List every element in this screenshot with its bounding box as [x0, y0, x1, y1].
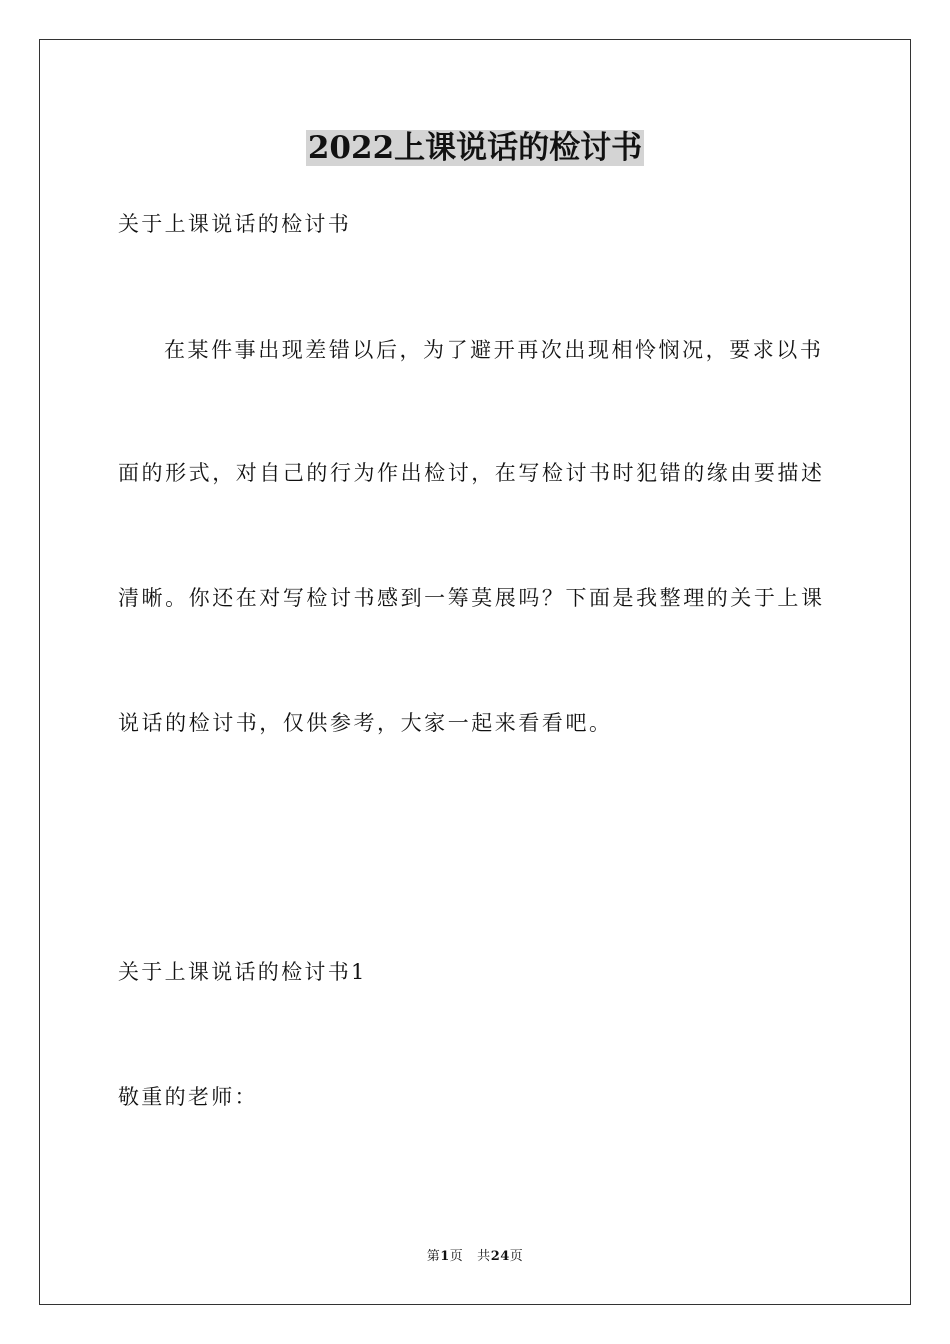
footer-page-prefix: 第	[426, 1249, 441, 1264]
intro-paragraph-line-3: 清晰。你还在对写检讨书感到一筹莫展吗？下面是我整理的关于上课	[118, 586, 825, 610]
footer-page-number: 1	[440, 1249, 450, 1264]
intro-paragraph-line-1: 在某件事出现差错以后，为了避开再次出现相怜悯况，要求以书	[164, 338, 824, 362]
document-subtitle: 关于上课说话的检讨书	[118, 212, 351, 236]
intro-paragraph-line-4: 说话的检讨书，仅供参考，大家一起来看看吧。	[118, 711, 613, 735]
intro-paragraph-line-2: 面的形式，对自己的行为作出检讨，在写检讨书时犯错的缘由要描述	[118, 461, 825, 485]
footer-page-suffix: 页	[449, 1249, 464, 1264]
section-heading: 关于上课说话的检讨书1	[118, 960, 367, 984]
footer-total-prefix: 共	[477, 1249, 491, 1264]
footer-total-pages: 24	[490, 1249, 510, 1264]
salutation: 敬重的老师：	[118, 1085, 258, 1109]
page-footer	[0, 1248, 950, 1266]
document-title-text: 2022上课说话的检讨书	[307, 130, 643, 166]
document-title	[0, 128, 950, 168]
footer-total-suffix: 页	[509, 1249, 524, 1264]
